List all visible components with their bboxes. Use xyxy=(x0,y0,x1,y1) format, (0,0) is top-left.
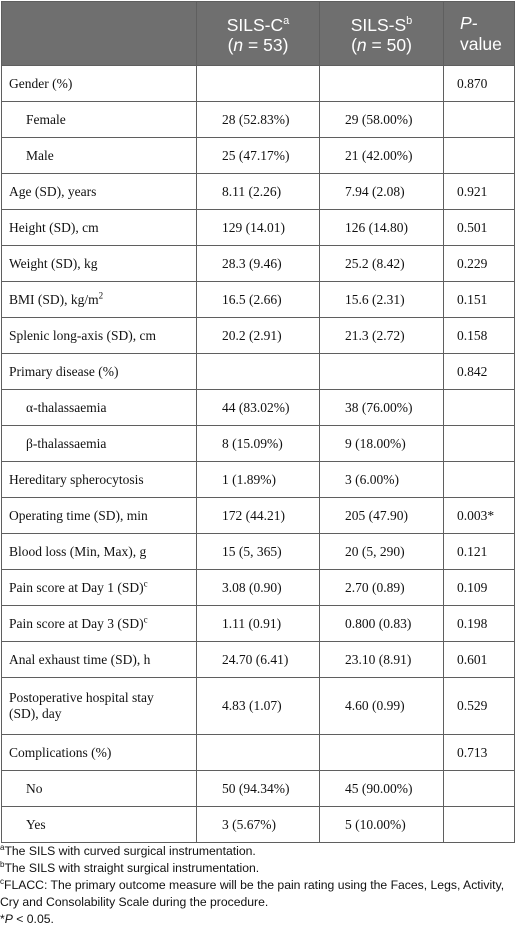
cell-p-value xyxy=(444,138,515,174)
cell-sils-s: 126 (14.80) xyxy=(320,210,444,246)
cell-sils-c: 16.5 (2.66) xyxy=(197,282,320,318)
header-row xyxy=(2,2,515,66)
table-row xyxy=(2,174,515,210)
table-row xyxy=(2,66,515,102)
cell-sils-c: 129 (14.01) xyxy=(197,210,320,246)
footnote-p: P xyxy=(4,912,13,926)
sils-s-footnote-mark: b xyxy=(406,14,413,27)
header-cell-sils-s: SILS-$S^b$ (n = 50) xyxy=(320,2,444,66)
row-label-cell xyxy=(2,678,197,735)
footnote-a xyxy=(0,843,514,860)
cell-p-value: 0.229 xyxy=(444,246,515,282)
row-label: BMI (SD), kg/m xyxy=(9,291,99,307)
row-label: Operating time (SD), min xyxy=(2,498,197,534)
sils-s-n-value: 50 xyxy=(386,35,407,56)
row-label: Height (SD), cm xyxy=(2,210,197,246)
cell-p-value: 0.158 xyxy=(444,318,515,354)
table-row xyxy=(2,570,515,606)
cell-sils-c: 25 (47.17%) xyxy=(197,138,320,174)
cell-p-value: 0.601 xyxy=(444,642,515,678)
table-footnotes xyxy=(0,843,514,928)
table-row xyxy=(2,534,515,570)
cell-sils-c xyxy=(197,66,320,102)
cell-sils-s: 25.2 (8.42) xyxy=(320,246,444,282)
cell-sils-c: 28.3 (9.46) xyxy=(197,246,320,282)
cell-sils-s: 15.6 (2.31) xyxy=(320,282,444,318)
row-label-line2: (SD), day xyxy=(9,706,62,721)
table-row xyxy=(2,771,515,807)
table-row xyxy=(2,354,515,390)
row-label: Weight (SD), kg xyxy=(2,246,197,282)
cell-p-value xyxy=(444,390,515,426)
cell-p-value: 0.151 xyxy=(444,282,515,318)
cell-sils-s: 4.60 (0.99) xyxy=(320,678,444,735)
cell-sils-c xyxy=(197,354,320,390)
row-label: No xyxy=(2,771,197,807)
row-label: Gender (%) xyxy=(2,66,197,102)
row-label: Age (SD), years xyxy=(2,174,197,210)
row-label: Blood loss (Min, Max), g xyxy=(2,534,197,570)
cell-sils-c: 172 (44.21) xyxy=(197,498,320,534)
row-label: α-thalassaemia xyxy=(2,390,197,426)
sils-c-n-value: 53 xyxy=(263,35,283,56)
cell-p-value: 0.501 xyxy=(444,210,515,246)
footnote-a-text: The SILS with curved surgical instrumentation. xyxy=(4,844,256,858)
superscript: c xyxy=(143,578,148,588)
cell-p-value: 0.003* xyxy=(444,498,515,534)
sils-c-footnote-mark: a xyxy=(283,14,290,27)
table-header xyxy=(2,2,515,66)
footnote-b xyxy=(0,860,514,877)
cell-sils-c: 50 (94.34%) xyxy=(197,771,320,807)
row-label: Complications (%) xyxy=(2,735,197,771)
cell-p-value xyxy=(444,771,515,807)
cell-sils-c: 44 (83.02%) xyxy=(197,390,320,426)
header-cell-characteristic xyxy=(2,2,197,66)
cell-sils-s xyxy=(320,354,444,390)
cell-p-value: 0.109 xyxy=(444,570,515,606)
sils-c-n-label: n xyxy=(233,35,244,56)
row-label: Splenic long-axis (SD), cm xyxy=(2,318,197,354)
row-label-cell xyxy=(2,606,197,642)
cell-sils-s: 38 (76.00%) xyxy=(320,390,444,426)
table-row xyxy=(2,282,515,318)
footnote-b-text: The SILS with straight surgical instrumentation. xyxy=(4,861,260,875)
cell-sils-s: 7.94 (2.08) xyxy=(320,174,444,210)
row-label-cell xyxy=(2,570,197,606)
row-label-cell xyxy=(2,282,197,318)
cell-sils-c xyxy=(197,735,320,771)
table-row xyxy=(2,606,515,642)
superscript: 2 xyxy=(98,290,104,300)
cell-sils-c: 4.83 (1.07) xyxy=(197,678,320,735)
table-row xyxy=(2,138,515,174)
table-row xyxy=(2,498,515,534)
sils-s-eq: = xyxy=(366,35,387,56)
table-row xyxy=(2,642,515,678)
cell-sils-c: 8.11 (2.26) xyxy=(197,174,320,210)
cell-sils-c: 3.08 (0.90) xyxy=(197,570,320,606)
cell-p-value: 0.198 xyxy=(444,606,515,642)
row-label: Yes xyxy=(2,807,197,843)
superscript: c xyxy=(143,614,148,624)
table-row xyxy=(2,102,515,138)
cell-p-value: 0.921 xyxy=(444,174,515,210)
table-row xyxy=(2,807,515,843)
table-row xyxy=(2,210,515,246)
cell-p-value: 0.121 xyxy=(444,534,515,570)
cell-sils-s xyxy=(320,66,444,102)
footnote-significance xyxy=(0,911,514,928)
sils-c-eq: = xyxy=(243,35,264,56)
row-label: Female xyxy=(2,102,197,138)
footnote-star: * xyxy=(0,912,5,926)
cell-sils-s: 45 (90.00%) xyxy=(320,771,444,807)
cell-sils-s: 21 (42.00%) xyxy=(320,138,444,174)
header-cell-sils-c: SILS-$C^a$ (n = 53) xyxy=(197,2,320,66)
cell-sils-s: 21.3 (2.72) xyxy=(320,318,444,354)
table-row xyxy=(2,735,515,771)
cell-p-value xyxy=(444,807,515,843)
cell-sils-c: 1.11 (0.91) xyxy=(197,606,320,642)
cell-sils-s: 23.10 (8.91) xyxy=(320,642,444,678)
cell-sils-c: 20.2 (2.91) xyxy=(197,318,320,354)
cell-sils-s: 29 (58.00%) xyxy=(320,102,444,138)
cell-p-value xyxy=(444,462,515,498)
p-value-line2: value xyxy=(460,33,502,54)
sils-s-name: SILS-S xyxy=(350,14,407,35)
cell-sils-s: 20 (5, 290) xyxy=(320,534,444,570)
cell-sils-c: 8 (15.09%) xyxy=(197,426,320,462)
row-label: Anal exhaust time (SD), h xyxy=(2,642,197,678)
sils-s-n-label: n xyxy=(356,35,367,56)
cell-sils-c: 28 (52.83%) xyxy=(197,102,320,138)
footnote-a-mark: a xyxy=(0,842,5,852)
footnote-b-mark: b xyxy=(0,859,5,869)
row-label: β-thalassaemia xyxy=(2,426,197,462)
footnote-c xyxy=(0,877,514,911)
cell-sils-c: 3 (5.67%) xyxy=(197,807,320,843)
cell-p-value: 0.713 xyxy=(444,735,515,771)
cell-sils-s: 205 (47.90) xyxy=(320,498,444,534)
table-body xyxy=(2,66,515,843)
results-table-container xyxy=(1,1,514,843)
cell-p-value: 0.529 xyxy=(444,678,515,735)
header-cell-p-value xyxy=(444,2,515,66)
row-label: Postoperative hospital stay xyxy=(9,690,154,705)
table-row xyxy=(2,246,515,282)
cell-p-value xyxy=(444,426,515,462)
sils-c-name: SILS-C xyxy=(226,14,284,35)
row-label: Male xyxy=(2,138,197,174)
table-row xyxy=(2,678,515,735)
footnote-c-text: FLACC: The primary outcome measure will be the pain rating using the Faces, Legs, Activity, Cry and Consolability Scale during the procedure. xyxy=(0,878,505,909)
row-label: Primary disease (%) xyxy=(2,354,197,390)
cell-sils-s: 2.70 (0.89) xyxy=(320,570,444,606)
cell-sils-s xyxy=(320,735,444,771)
table-row xyxy=(2,426,515,462)
table-row xyxy=(2,390,515,426)
cell-sils-s: 5 (10.00%) xyxy=(320,807,444,843)
cell-p-value: 0.842 xyxy=(444,354,515,390)
footnote-c-mark: c xyxy=(0,876,4,886)
table-row xyxy=(2,462,515,498)
cell-p-value xyxy=(444,102,515,138)
cell-sils-s: 0.800 (0.83) xyxy=(320,606,444,642)
p-value-line1: P- xyxy=(460,12,478,33)
row-label: Hereditary spherocytosis xyxy=(2,462,197,498)
cell-sils-s: 3 (6.00%) xyxy=(320,462,444,498)
row-label: Pain score at Day 3 (SD) xyxy=(9,615,144,631)
footnote-threshold: < 0.05. xyxy=(12,912,54,926)
table-row xyxy=(2,318,515,354)
results-table xyxy=(1,1,515,843)
cell-sils-c: 1 (1.89%) xyxy=(197,462,320,498)
row-label: Pain score at Day 1 (SD) xyxy=(9,579,144,595)
cell-sils-s: 9 (18.00%) xyxy=(320,426,444,462)
cell-sils-c: 15 (5, 365) xyxy=(197,534,320,570)
cell-p-value: 0.870 xyxy=(444,66,515,102)
cell-sils-c: 24.70 (6.41) xyxy=(197,642,320,678)
